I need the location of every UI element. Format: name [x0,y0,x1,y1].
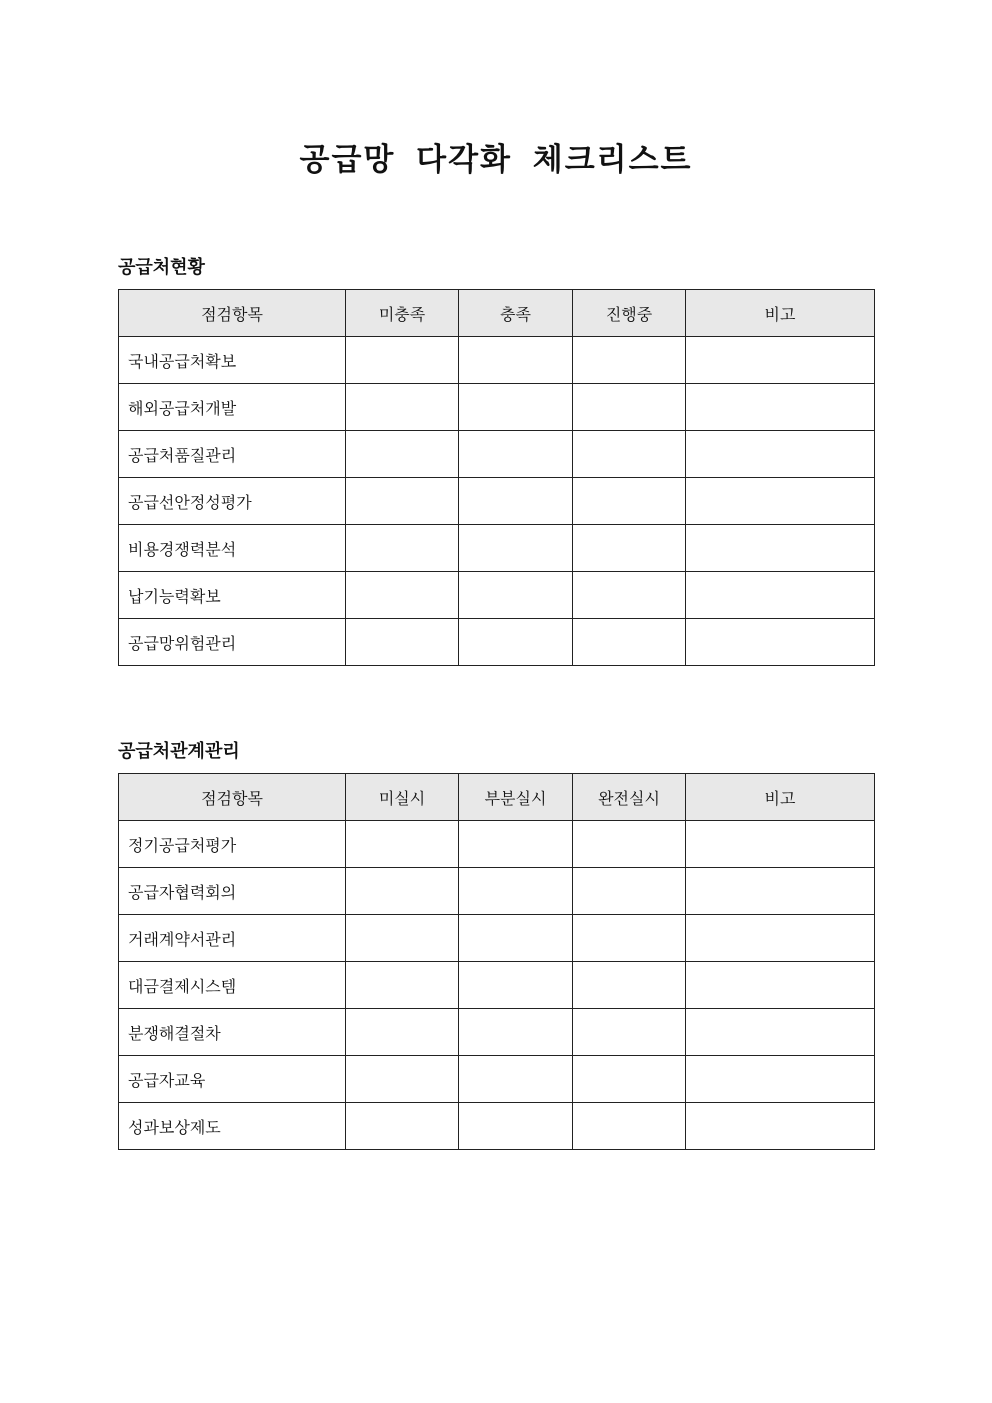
section-title: 공급처관계관리 [118,741,240,762]
check-item-label: 거래계약서관리 [119,915,346,962]
status-cell[interactable] [346,478,459,525]
check-item-label: 공급선안정성평가 [119,478,346,525]
status-cell[interactable] [459,525,573,572]
status-cell[interactable] [346,868,459,915]
status-cell[interactable] [573,868,686,915]
column-header: 완전실시 [573,774,686,821]
checklist-table-supplier-relations [118,773,875,1150]
column-header: 점검항목 [119,774,346,821]
table-row [119,384,875,431]
status-cell[interactable] [346,962,459,1009]
status-cell[interactable] [459,915,573,962]
check-item-label: 국내공급처확보 [119,337,346,384]
table-row [119,572,875,619]
header-row [119,290,875,337]
status-cell[interactable] [573,962,686,1009]
status-cell[interactable] [573,821,686,868]
remarks-cell[interactable] [686,337,875,384]
table-row [119,962,875,1009]
status-cell[interactable] [346,337,459,384]
remarks-cell[interactable] [686,431,875,478]
status-cell[interactable] [459,1103,573,1150]
status-cell[interactable] [346,525,459,572]
table-row [119,1056,875,1103]
status-cell[interactable] [346,431,459,478]
remarks-cell[interactable] [686,1103,875,1150]
status-cell[interactable] [459,478,573,525]
status-cell[interactable] [573,619,686,666]
status-cell[interactable] [459,868,573,915]
remarks-cell[interactable] [686,619,875,666]
table-row [119,337,875,384]
status-cell[interactable] [346,384,459,431]
status-cell[interactable] [346,619,459,666]
table-row [119,478,875,525]
header-row [119,774,875,821]
status-cell[interactable] [573,1056,686,1103]
column-header: 점검항목 [119,290,346,337]
status-cell[interactable] [573,1103,686,1150]
document-title: 공급망 다각화 체크리스트 [299,142,693,178]
status-cell[interactable] [459,337,573,384]
check-item-label: 해외공급처개발 [119,384,346,431]
table-row [119,431,875,478]
checklist-table-supplier-status [118,289,875,666]
column-header: 부분실시 [459,774,573,821]
column-header: 미충족 [346,290,459,337]
status-cell[interactable] [573,337,686,384]
remarks-cell[interactable] [686,572,875,619]
column-header: 미실시 [346,774,459,821]
remarks-cell[interactable] [686,1056,875,1103]
table-row [119,1009,875,1056]
check-item-label: 공급자교육 [119,1056,346,1103]
status-cell[interactable] [346,1009,459,1056]
status-cell[interactable] [346,1056,459,1103]
check-item-label: 비용경쟁력분석 [119,525,346,572]
column-header: 비고 [686,290,875,337]
check-item-label: 납기능력확보 [119,572,346,619]
remarks-cell[interactable] [686,478,875,525]
remarks-cell[interactable] [686,1009,875,1056]
column-header: 진행중 [573,290,686,337]
remarks-cell[interactable] [686,821,875,868]
status-cell[interactable] [459,1056,573,1103]
status-cell[interactable] [573,572,686,619]
status-cell[interactable] [346,1103,459,1150]
check-item-label: 성과보상제도 [119,1103,346,1150]
status-cell[interactable] [459,384,573,431]
status-cell[interactable] [459,1009,573,1056]
check-item-label: 공급자협력회의 [119,868,346,915]
table-row [119,915,875,962]
remarks-cell[interactable] [686,962,875,1009]
remarks-cell[interactable] [686,868,875,915]
status-cell[interactable] [459,431,573,478]
status-cell[interactable] [573,431,686,478]
status-cell[interactable] [346,821,459,868]
status-cell[interactable] [573,525,686,572]
status-cell[interactable] [346,915,459,962]
table-row [119,619,875,666]
status-cell[interactable] [573,915,686,962]
status-cell[interactable] [459,619,573,666]
check-item-label: 분쟁해결절차 [119,1009,346,1056]
status-cell[interactable] [573,1009,686,1056]
status-cell[interactable] [459,821,573,868]
table-row [119,525,875,572]
status-cell[interactable] [459,962,573,1009]
check-item-label: 공급망위험관리 [119,619,346,666]
column-header: 비고 [686,774,875,821]
table-row [119,868,875,915]
table-row [119,1103,875,1150]
check-item-label: 대금결제시스템 [119,962,346,1009]
status-cell[interactable] [346,572,459,619]
status-cell[interactable] [459,572,573,619]
check-item-label: 공급처품질관리 [119,431,346,478]
table-row [119,821,875,868]
status-cell[interactable] [573,478,686,525]
status-cell[interactable] [573,384,686,431]
column-header: 충족 [459,290,573,337]
remarks-cell[interactable] [686,384,875,431]
check-item-label: 정기공급처평가 [119,821,346,868]
section-title: 공급처현황 [118,257,205,278]
remarks-cell[interactable] [686,525,875,572]
remarks-cell[interactable] [686,915,875,962]
